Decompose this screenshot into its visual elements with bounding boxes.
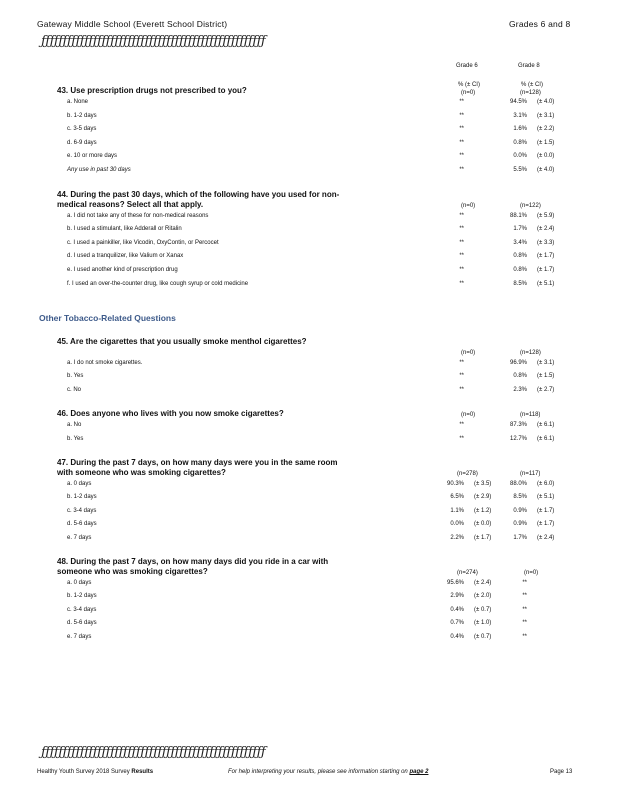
grade8-percent: ** (522, 593, 527, 600)
grade8-ci: (± 2.4) (537, 534, 555, 541)
school-name: Gateway Middle School (Everett School District) (37, 19, 228, 29)
grade6-percent: ** (459, 99, 464, 105)
option-label: b. I used a stimulant, like Adderall or Ritalin (67, 226, 182, 233)
survey-name: Healthy Youth Survey 2018 Survey (37, 769, 130, 775)
option-label: b. 1-2 days (67, 112, 97, 119)
option-label: e. 10 or more days (67, 153, 118, 160)
option-label: d. I used a tranquilizer, like Valium or Xanax (67, 253, 184, 260)
option-label: a. 0 days (67, 480, 92, 487)
grade8-percent: 5.5% (513, 167, 527, 173)
question-text: 48. During the past 7 days, on how many days did you ride in a car with someone who was smoking cigarettes? (57, 557, 329, 576)
grade6-percent: ** (459, 126, 464, 133)
grade6-n: (n=0) (461, 412, 476, 418)
option-label: b. 1-2 days (67, 593, 97, 600)
grade8-ci: (± 6.0) (537, 480, 555, 487)
question-text: 46. Does anyone who lives with you now smoke cigarettes? (57, 409, 284, 418)
grade8-percent: ** (522, 620, 527, 627)
grade6-percent: ** (459, 112, 464, 119)
grade6-percent: ** (459, 266, 464, 273)
grade8-ci: (± 0.0) (537, 153, 555, 160)
grade8-percent: ** (522, 579, 527, 586)
option-label: a. 0 days (67, 579, 92, 586)
grade8-ci: (± 3.1) (537, 112, 555, 119)
grade6-percent: ** (459, 373, 464, 380)
option-label: d. 6-9 days (67, 139, 97, 146)
grade8-percent: 8.5% (513, 494, 527, 501)
grade8-ci: (± 2.4) (537, 226, 555, 233)
grade6-percent: 95.6% (446, 579, 464, 586)
option-label: Any use in past 30 days (67, 167, 131, 173)
grade6-ci: (± 2.4) (474, 579, 492, 586)
grade8-percent: 1.6% (513, 126, 527, 133)
grade8-percent: 8.5% (513, 280, 527, 287)
grade6-percent: ** (459, 253, 464, 260)
grade6-percent: ** (459, 139, 464, 146)
grade8-ci: (± 1.5) (537, 139, 555, 146)
grade6-percent: 0.0% (450, 521, 464, 528)
grade6-n: (n=278) (457, 470, 478, 477)
option-label: c. 3-4 days (67, 507, 97, 514)
section-title: Other Tobacco-Related Questions (39, 313, 176, 323)
grade6-ci: (± 2.0) (474, 593, 492, 600)
grade8-ci: (± 1.7) (537, 507, 555, 514)
grade8-percent: 3.1% (513, 112, 527, 119)
grade8-percent: 0.9% (513, 507, 527, 514)
grade8-ci: (± 3.1) (537, 359, 555, 366)
grade6-percent: ** (459, 239, 464, 246)
grade8-n: (n=117) (520, 470, 541, 477)
grade6-n: (n=0) (461, 202, 476, 209)
grade6-percent: 1.1% (450, 507, 464, 514)
grade8-percent: 12.7% (509, 435, 527, 442)
option-label: c. I used a painkiller, like Vicodin, OxyContin, or Percocet (67, 239, 219, 246)
grade6-n: (n=274) (457, 569, 478, 576)
grade6-ci: (± 1.7) (474, 534, 492, 541)
header-rule: ƒƒƒƒƒƒƒƒƒƒƒƒƒƒƒƒƒƒƒƒƒƒƒƒƒƒƒƒƒƒƒƒƒƒƒƒƒƒƒƒƒƒƒƒƒƒƒƒƒƒƒƒ (41, 34, 266, 49)
question-text: 44. During the past 30 days, which of the following have you used for non-medical reasons? Select all that apply. (57, 190, 340, 209)
grade8-ci: (± 1.7) (537, 253, 555, 260)
grade6-percent: ** (459, 359, 464, 366)
grade6-ci-header: % (± CI) (458, 82, 480, 88)
question-text: 47. During the past 7 days, on how many days were you in the same room with someone who was smoking cigarettes? (57, 458, 338, 477)
grade6-percent: 2.9% (450, 593, 464, 600)
grade6-percent: ** (459, 435, 464, 442)
grade6-percent: 0.4% (450, 633, 464, 640)
option-label: a. None (67, 99, 89, 105)
grade8-percent: 1.7% (513, 226, 527, 233)
results-label: Results (131, 769, 154, 775)
option-label: a. I did not take any of these for non-medical reasons (67, 212, 209, 219)
question-text: 45. Are the cigarettes that you usually smoke menthol cigarettes? (57, 337, 307, 346)
grade6-header: Grade 6 (456, 63, 478, 69)
option-label: b. 1-2 days (67, 494, 97, 501)
grade8-percent: 96.9% (509, 359, 527, 366)
grade6-ci: (± 1.0) (474, 620, 492, 627)
option-label: e. 7 days (67, 633, 92, 640)
grade6-percent: ** (459, 422, 464, 428)
grade8-n: (n=122) (520, 202, 541, 209)
grade6-percent: ** (459, 212, 464, 219)
grade8-ci: (± 4.0) (537, 167, 555, 173)
grade6-ci: (± 2.9) (474, 494, 492, 501)
option-label: f. I used an over-the-counter drug, like cough syrup or cold medicine (67, 280, 249, 287)
footer-bar (37, 769, 153, 775)
grade6-percent: 90.3% (446, 480, 464, 487)
grade8-percent: 0.8% (513, 373, 527, 380)
option-label: a. No (67, 422, 82, 428)
grade8-ci: (± 5.1) (537, 280, 555, 287)
option-label: a. I do not smoke cigarettes. (67, 359, 143, 366)
grade8-percent: 3.4% (513, 239, 527, 246)
grade8-percent: 0.9% (513, 521, 527, 528)
grade6-percent: ** (459, 280, 464, 287)
grade8-ci: (± 4.0) (537, 99, 555, 105)
grade8-percent: 94.5% (509, 99, 527, 105)
grade8-ci: (± 5.1) (537, 494, 555, 501)
grade6-percent: 6.5% (450, 494, 464, 501)
grade6-percent: 2.2% (450, 534, 464, 541)
grade8-percent: 0.8% (513, 266, 527, 273)
grade6-percent: ** (459, 226, 464, 233)
grade8-ci: (± 1.7) (537, 521, 555, 528)
grade6-percent: ** (459, 167, 464, 173)
grade8-percent: 88.0% (509, 480, 527, 487)
grade8-ci: (± 6.1) (537, 422, 555, 428)
grade8-ci: (± 2.2) (537, 126, 555, 133)
grades-label: Grades 6 and 8 (509, 19, 571, 29)
grade8-percent: ** (522, 633, 527, 640)
grade6-percent: 0.7% (450, 620, 464, 627)
page-number: Page 13 (550, 769, 573, 775)
grade8-ci-header: % (± CI) (521, 82, 543, 88)
grade8-percent: 2.3% (513, 386, 527, 393)
grade6-ci: (± 0.7) (474, 606, 492, 613)
help-text: For help interpreting your results, please see information starting on (228, 769, 408, 775)
grade8-ci: (± 3.3) (537, 239, 555, 246)
grade6-ci: (± 1.2) (474, 507, 492, 514)
grade6-ci: (± 0.7) (474, 633, 492, 640)
grade8-ci: (± 1.7) (537, 266, 555, 273)
option-label: c. 3-5 days (67, 126, 97, 133)
grade8-percent: ** (522, 606, 527, 613)
grade8-n: (n=0) (524, 569, 539, 576)
option-label: d. 5-6 days (67, 521, 97, 528)
page-ref-link[interactable]: page 2 (409, 769, 429, 775)
option-label: e. 7 days (67, 534, 92, 541)
grade8-percent: 0.8% (513, 253, 527, 260)
grade8-ci: (± 6.1) (537, 435, 555, 442)
grade6-percent: 0.4% (450, 606, 464, 613)
grade8-ci: (± 1.5) (537, 373, 555, 380)
question-text: 43. Use prescription drugs not prescribed to you? (57, 86, 247, 95)
grade8-percent: 88.1% (509, 212, 527, 219)
grade8-percent: 0.8% (513, 139, 527, 146)
option-label: d. 5-6 days (67, 620, 97, 627)
grade8-ci: (± 5.9) (537, 212, 555, 219)
grade6-percent: ** (459, 153, 464, 160)
grade6-ci: (± 3.5) (474, 480, 492, 487)
grade8-header: Grade 8 (518, 63, 540, 69)
grade6-n: (n=0) (461, 90, 476, 96)
grade8-n: (n=128) (520, 349, 541, 356)
option-label: c. 3-4 days (67, 606, 97, 613)
footer-rule: ƒƒƒƒƒƒƒƒƒƒƒƒƒƒƒƒƒƒƒƒƒƒƒƒƒƒƒƒƒƒƒƒƒƒƒƒƒƒƒƒƒƒƒƒƒƒƒƒƒƒƒƒ (41, 745, 266, 760)
grade6-percent: ** (459, 386, 464, 393)
grade8-n: (n=118) (520, 412, 541, 418)
footer-help (228, 769, 428, 775)
grade8-percent: 87.3% (509, 422, 527, 428)
option-label: c. No (67, 386, 82, 393)
option-label: b. Yes (67, 373, 84, 380)
grade8-percent: 1.7% (513, 534, 527, 541)
grade8-n: (n=128) (520, 90, 541, 96)
grade8-ci: (± 2.7) (537, 386, 555, 393)
grade6-ci: (± 0.0) (474, 521, 492, 528)
grade8-percent: 0.0% (513, 153, 527, 160)
option-label: e. I used another kind of prescription drug (67, 266, 178, 273)
option-label: b. Yes (67, 435, 84, 442)
grade6-n: (n=0) (461, 349, 476, 356)
